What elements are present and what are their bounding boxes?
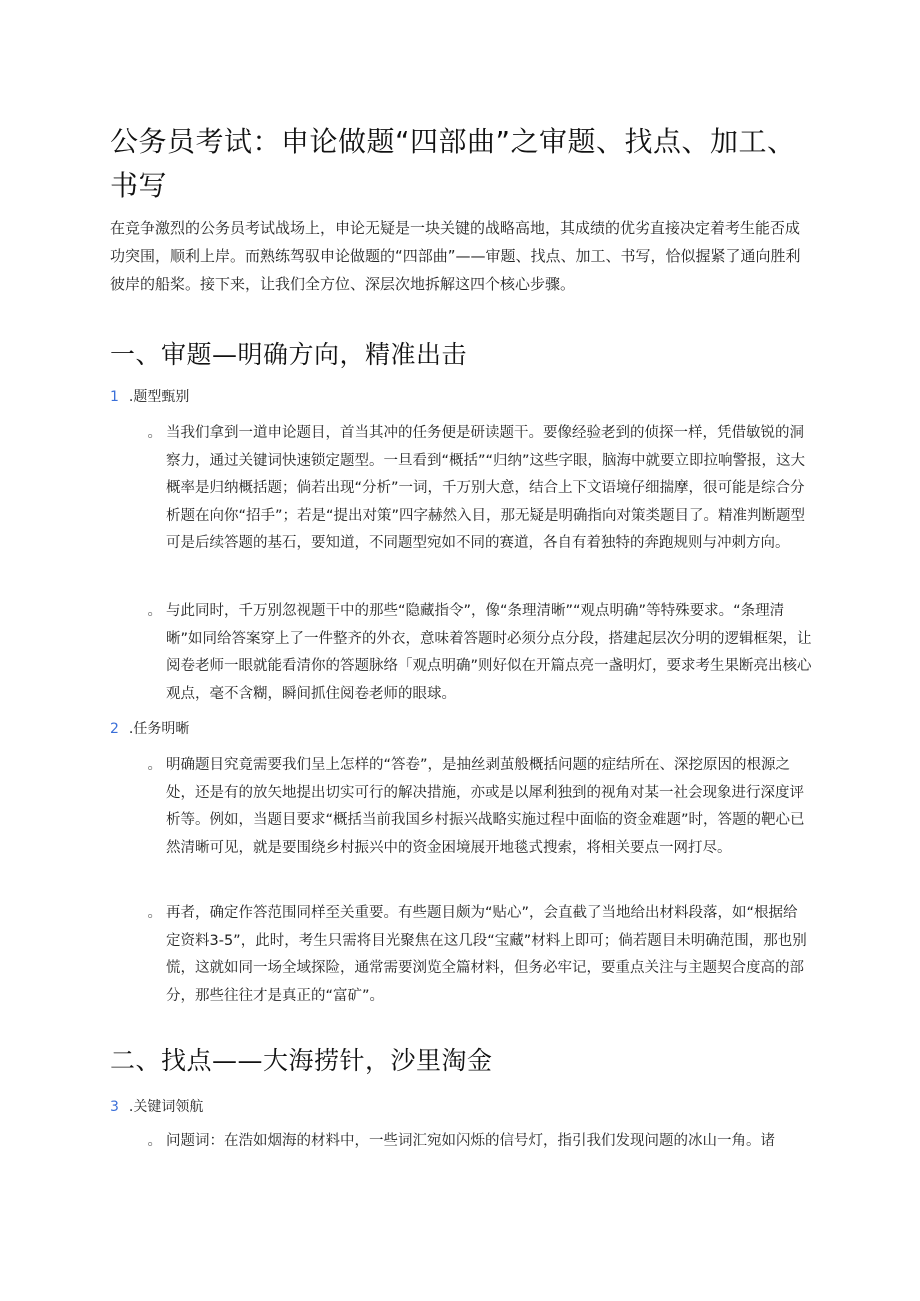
bullet-mark: 。	[147, 1133, 162, 1149]
list-number: 1	[110, 389, 119, 405]
bullet-mark: 。	[147, 425, 162, 441]
list-item	[144, 900, 812, 1010]
bullet-mark: 。	[147, 905, 162, 921]
list-number: 2	[110, 721, 119, 737]
list-item-text: 当我们拿到一道申论题目，首当其冲的任务便是研读题干。要像经验老到的侦探一样，凭借敏锐的洞察力，通过关键词快速锁定题型。一旦看到“概括”“归纳”这些字眼，脑海中就要立即拉响警报，这大概率是归纳概括题；倘若出现“分析”一词，千万别大意，结合上下文语境仔细揣摩，很可能是综合分析题在向你“招手”；若是“提出对策”四字赫然入目，那无疑是明确指向对策类题目了。精准判断题型可是后续答题的基石，要知道，不同题型宛如不同的赛道，各自有着独特的奔跑规则与冲刺方向。	[166, 425, 806, 551]
list-item	[144, 420, 812, 558]
list-item	[144, 1128, 812, 1156]
page-title: 公务员考试：申论做题“四部曲”之审题、找点、加工、书写	[110, 125, 796, 202]
list-item	[144, 598, 812, 708]
list-item-text: 问题词：在浩如烟海的材料中，一些词汇宛如闪烁的信号灯，指引我们发现问题的冰山一角。诸	[166, 1133, 775, 1149]
list-item-text: 明确题目究竟需要我们呈上怎样的“答卷”，是抽丝剥茧般概括问题的症结所在、深挖原因的根源之处，还是有的放矢地提出切实可行的解决措施，亦或是以犀利独到的视角对某一社会现象进行深度评析等。例如，当题目要求“概括当前我国乡村振兴战略实施过程中面临的资金难题”时，答题的靶心已然清晰可见，就是要围绕乡村振兴中的资金困境展开地毯式搜索，将相关要点一网打尽。	[166, 757, 805, 856]
bullet-mark: 。	[147, 757, 162, 773]
list-item	[144, 752, 812, 862]
section-heading-2: 二、找点——大海捞针，沙里淘金	[110, 1046, 493, 1075]
subsection-label: .任务明晰	[128, 721, 190, 737]
subsection-2-1	[110, 1096, 203, 1118]
section-heading-1: 一、审题—明确方向，精准出击	[110, 340, 468, 369]
intro-paragraph: 在竞争激烈的公务员考试战场上，申论无疑是一块关键的战略高地，其成绩的优劣直接决定着考生能否成功突围，顺利上岸。而熟练驾驭申论做题的“四部曲”——审题、找点、加工、书写，恰似握紧了通向胜利彼岸的船桨。接下来，让我们全方位、深层次地拆解这四个核心步骤。	[110, 219, 801, 293]
list-item-text: 再者，确定作答范围同样至关重要。有些题目颇为“贴心”，会直截了当地给出材料段落，如“根据给定资料3-5”，此时，考生只需将目光聚焦在这几段“宝藏”材料上即可；倘若题目未明确范围，那也别慌，这就如同一场全域探险，通常需要浏览全篇材料，但务必牢记，要重点关注与主题契合度高的部分，那些往往才是真正的“富矿”。	[166, 905, 807, 1004]
list-item-text: 与此同时，千万别忽视题干中的那些“隐藏指令”，像“条理清晰”“观点明确”等特殊要求。“条理清晰”如同给答案穿上了一件整齐的外衣，意味着答题时必须分点分段，搭建起层次分明的逻辑框架，让阅卷老师一眼就能看清你的答题脉络「观点明确”则好似在开篇点亮一盏明灯，要求考生果断亮出核心观点，毫不含糊，瞬间抓住阅卷老师的眼球。	[166, 603, 812, 702]
bullet-mark: 。	[147, 603, 162, 619]
subsection-1-2	[110, 718, 189, 740]
subsection-label: .关键词领航	[128, 1099, 204, 1115]
subsection-label: .题型甄别	[128, 389, 190, 405]
list-number: 3	[110, 1099, 119, 1115]
subsection-1-1	[110, 386, 189, 408]
